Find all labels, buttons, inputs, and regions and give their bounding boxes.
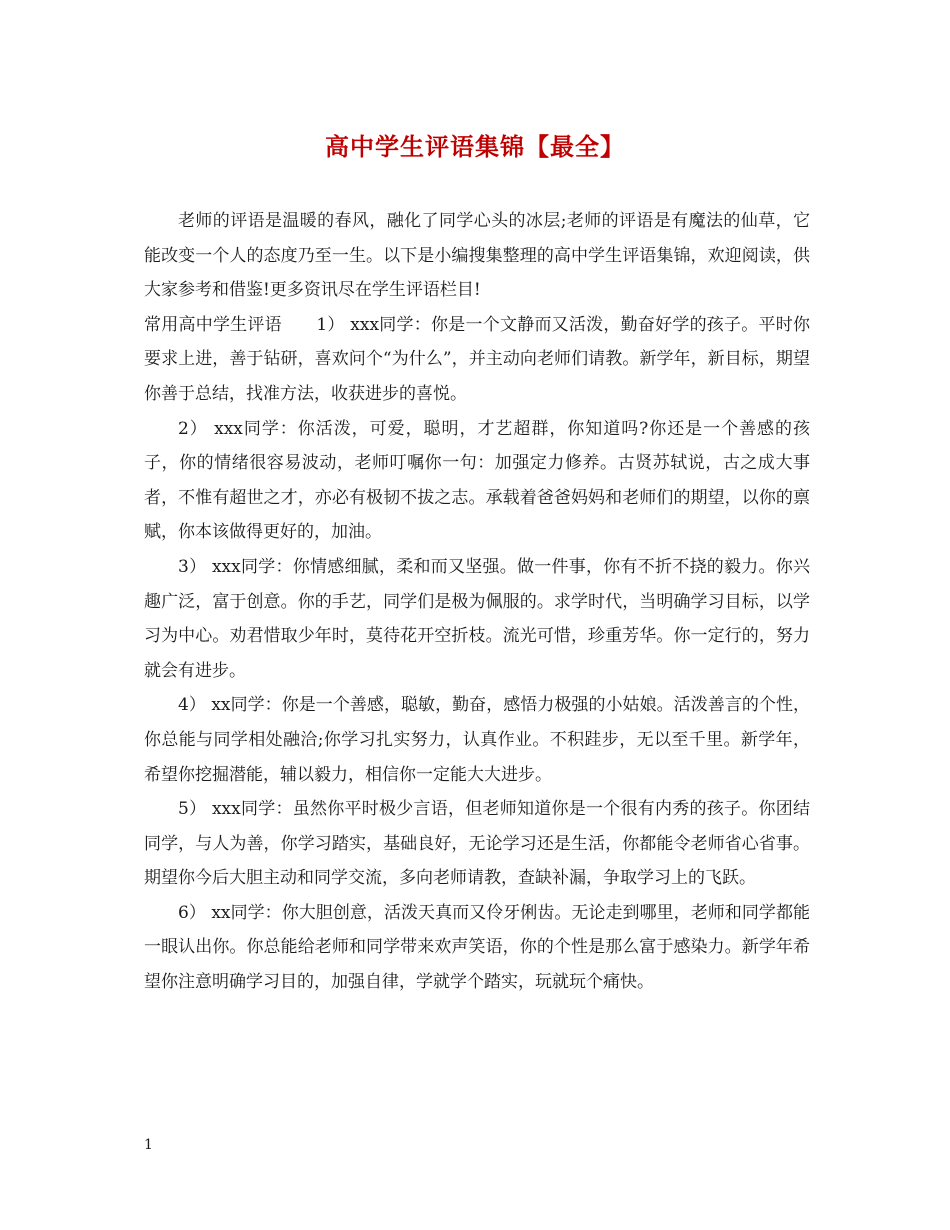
comment-paragraph-2: 2） xxx同学：你活泼，可爱，聪明，才艺超群，你知道吗?你还是一个善感的孩子，你的情绪很容易波动，老师叮嘱你一句：加强定力修养。古贤苏轼说，古之成大事者，不惟有超世之才，亦必有极韧不拔之志。承载着爸爸妈妈和老师们的期望，以你的禀赋，你本该做得更好的，加油。: [144, 418, 810, 543]
page-number: 1: [144, 1137, 153, 1153]
comment-paragraph-1: 常用高中学生评语 1） xxx同学：你是一个文静而又活泼，勤奋好学的孩子。平时你要求上进，善于钻研，喜欢问个“为什么”，并主动向老师们请教。新学年，新目标，期望你善于总结，找准方法，收获进步的喜悦。: [144, 314, 810, 404]
intro-paragraph: 老师的评语是温暖的春风，融化了同学心头的冰层;老师的评语是有魔法的仙草，它能改变一个人的态度乃至一生。以下是小编搜集整理的高中学生评语集锦，欢迎阅读，供大家参考和借鉴!更多资讯尽在学生评语栏目!: [144, 211, 810, 301]
document-title: 高中学生评语集锦【最全】: [325, 132, 625, 161]
document-body: [144, 204, 810, 1000]
comment-paragraph-3: 3） xxx同学：你情感细腻，柔和而又坚强。做一件事，你有不折不挠的毅力。你兴趣广泛，富于创意。你的手艺，同学们是极为佩服的。求学时代，当明确学习目标，以学习为中心。劝君惜取少年时，莫待花开空折枝。流光可惜，珍重芳华。你一定行的，努力就会有进步。: [144, 556, 810, 681]
comment-paragraph-6: 6） xx同学：你大胆创意，活泼天真而又伶牙俐齿。无论走到哪里，老师和同学都能一眼认出你。你总能给老师和同学带来欢声笑语，你的个性是那么富于感染力。新学年希望你注意明确学习目的，加强自律，学就学个踏实，玩就玩个痛快。: [144, 902, 810, 993]
comment-paragraph-4: 4） xx同学：你是一个善感，聪敏，勤奋，感悟力极强的小姑娘。活泼善言的个性，你总能与同学相处融洽;你学习扎实努力，认真作业。不积跬步，无以至千里。新学年，希望你挖掘潜能，辅以毅力，相信你一定能大大进步。: [144, 695, 810, 785]
comment-paragraph-5: 5） xxx同学：虽然你平时极少言语，但老师知道你是一个很有内秀的孩子。你团结同学，与人为善，你学习踏实，基础良好，无论学习还是生活，你都能令老师省心省事。期望你今后大胆主动和同学交流，多向老师请教，查缺补漏，争取学习上的飞跃。: [144, 799, 810, 889]
